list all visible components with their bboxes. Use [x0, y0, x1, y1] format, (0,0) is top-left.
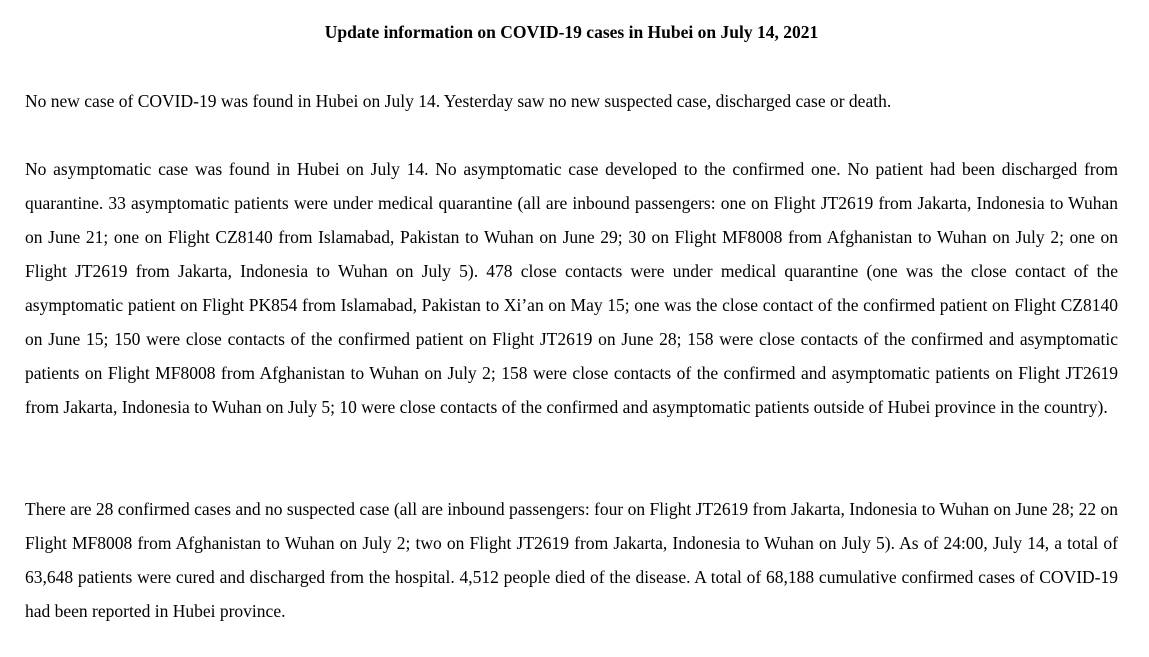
page-title: Update information on COVID-19 cases in Hubei on July 14, 2021	[324, 22, 819, 42]
paragraph-new-cases: No new case of COVID-19 was found in Hubei on July 14. Yesterday saw no new suspected case, discharged case or death.	[25, 91, 892, 111]
paragraph-asymptomatic-cases: No asymptomatic case was found in Hubei on July 14. No asymptomatic case developed to the confirmed one. No patient had been discharged from quarantine. 33 asymptomatic patients were under medical quarantine (all are inbound passengers: one on Flight JT2619 from Jakarta, Indonesia to Wuhan on June 21; one on Flight CZ8140 from Islamabad, Pakistan to Wuhan on June 29; 30 on Flight MF8008 from Afghanistan to Wuhan on July 2; one on Flight JT2619 from Jakarta, Indonesia to Wuhan on July 5). 478 close contacts were under medical quarantine (one was the close contact of the asymptomatic patient on Flight PK854 from Islamabad, Pakistan to Xi’an on May 15; one was the close contact of the confirmed patient on Flight CZ8140 on June 15; 150 were close contacts of the confirmed patient on Flight JT2619 on June 28; 158 were close contacts of the confirmed and asymptomatic patients on Flight MF8008 from Afghanistan to Wuhan on July 2; 158 were close contacts of the confirmed and asymptomatic patients on Flight JT2619 from Jakarta, Indonesia to Wuhan on July 5; 10 were close contacts of the confirmed and asymptomatic patients outside of Hubei province in the country).	[25, 159, 1118, 417]
paragraph-confirmed-totals: There are 28 confirmed cases and no suspected case (all are inbound passengers: four on Flight JT2619 from Jakarta, Indonesia to Wuhan on June 28; 22 on Flight MF8008 from Afghanistan to Wuhan on July 2; two on Flight JT2619 from Jakarta, Indonesia to Wuhan on July 5). As of 24:00, July 14, a total of 63,648 patients were cured and discharged from the hospital. 4,512 people died of the disease. A total of 68,188 cumulative confirmed cases of COVID-19 had been reported in Hubei province.	[25, 499, 1118, 621]
